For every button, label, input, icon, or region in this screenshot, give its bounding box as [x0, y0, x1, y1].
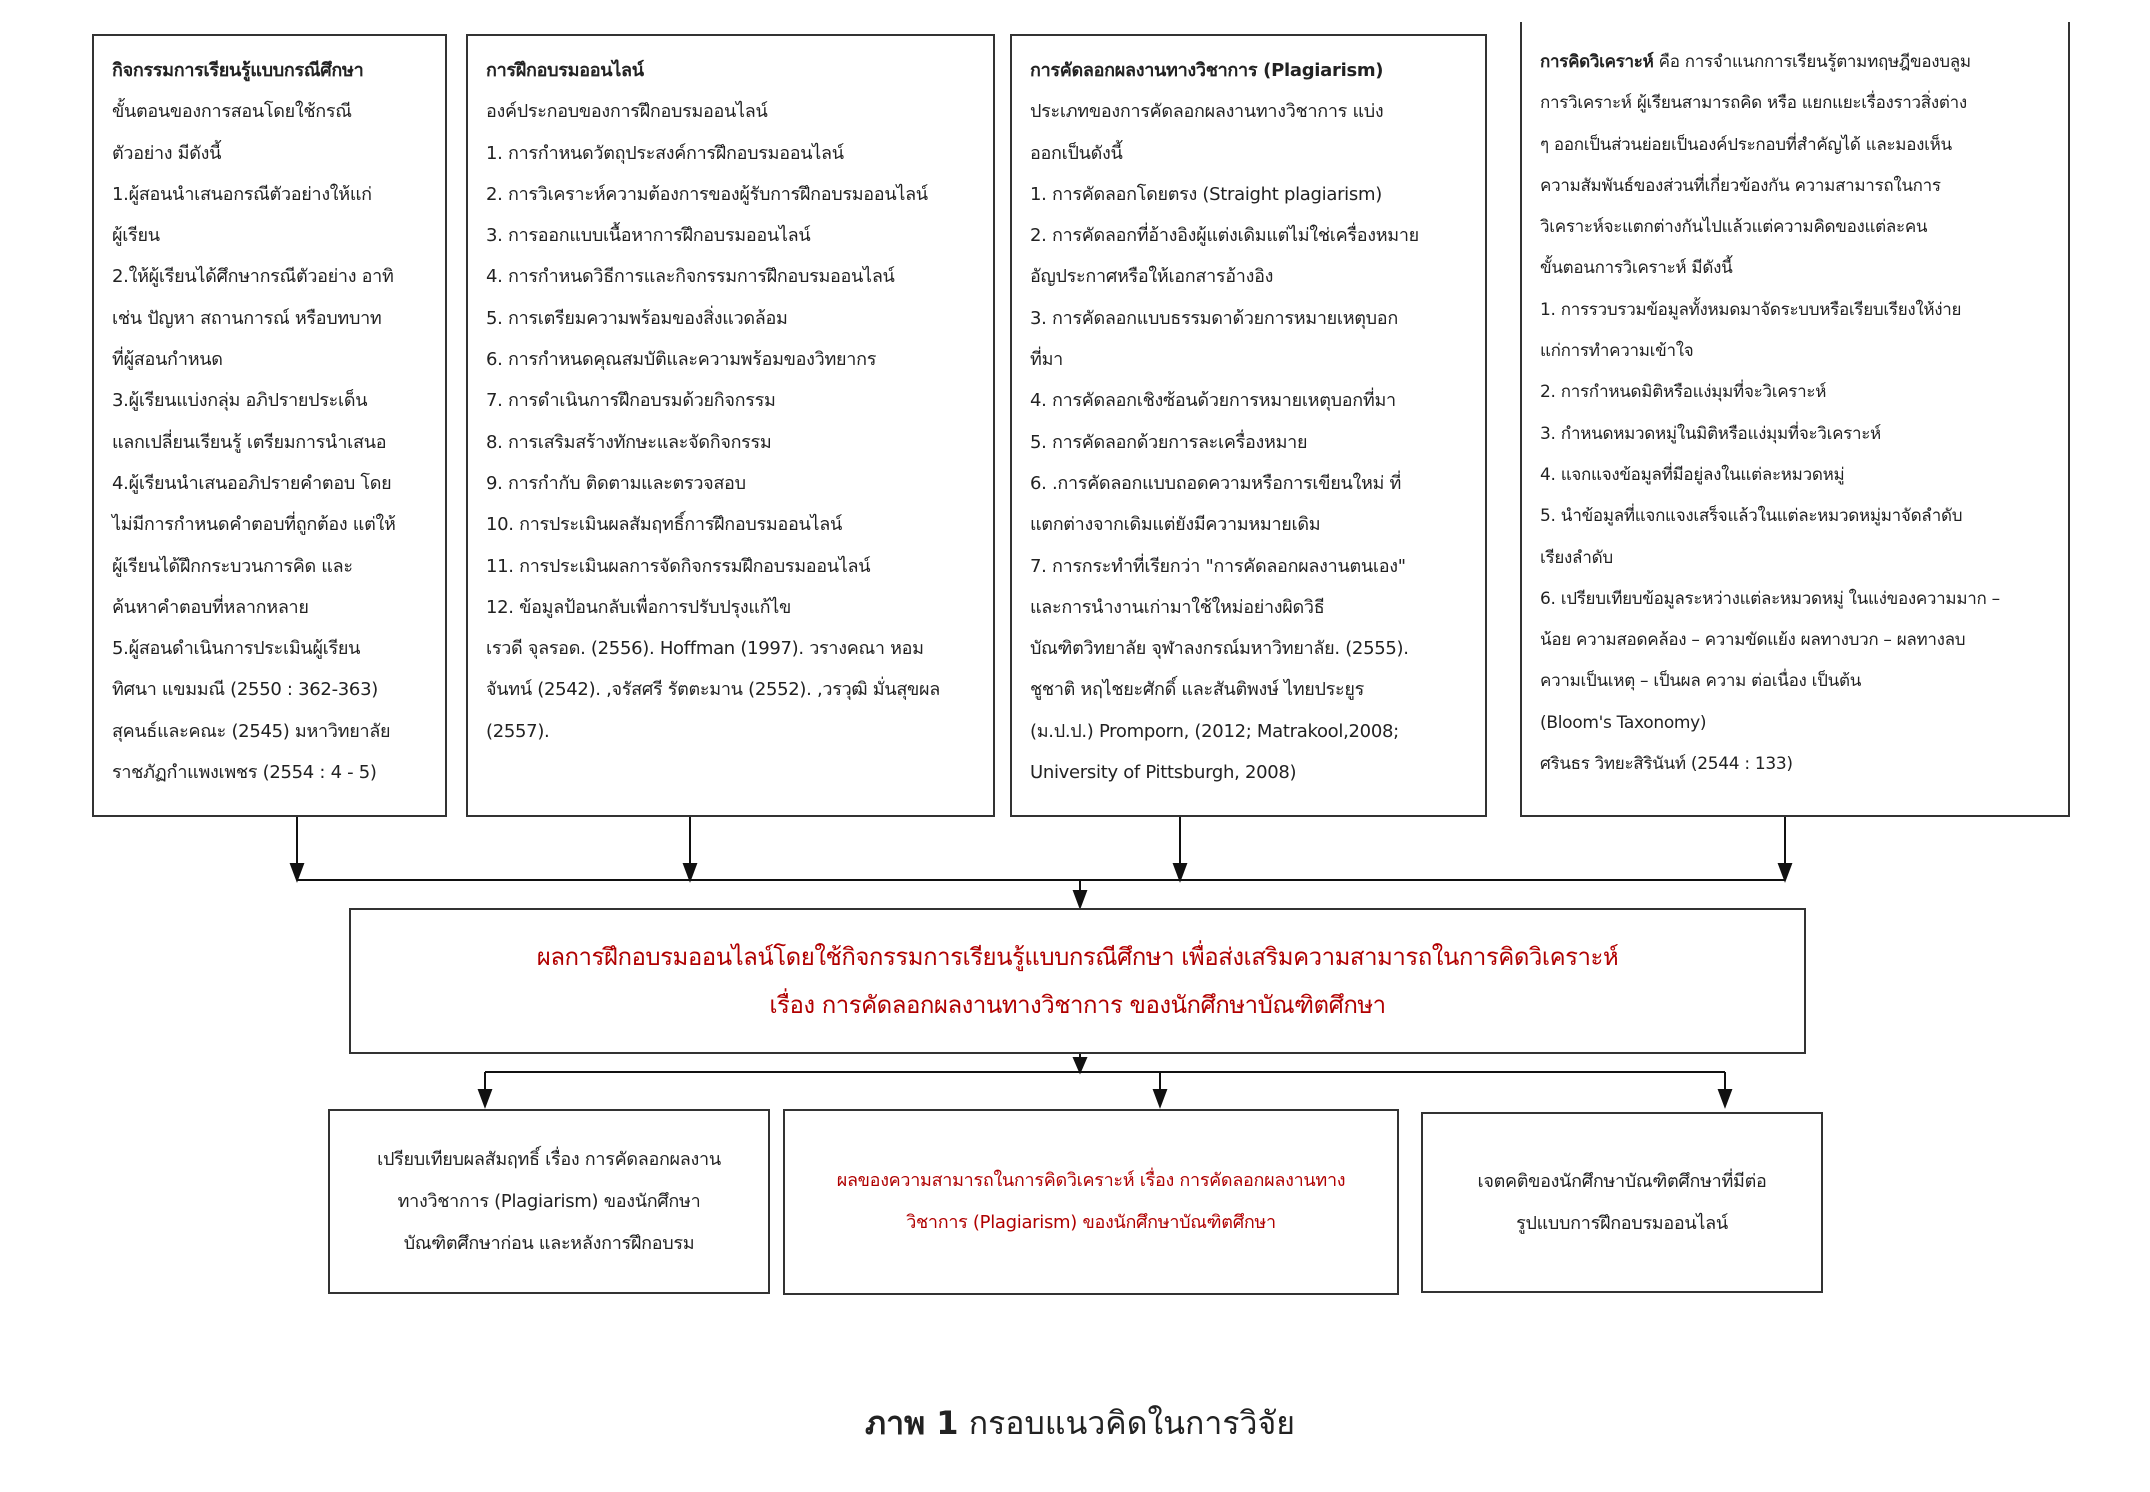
box-line: (ม.ป.ป.) Promporn, (2012; Matrakool,2008; [1030, 720, 1399, 742]
training-outcome-box [349, 908, 1806, 1054]
box-line: 6. การกำหนดคุณสมบัติและความพร้อมของวิทยากร [486, 349, 877, 371]
box-line: 1.ผู้สอนนำเสนอกรณีตัวอย่างให้แก่ [112, 183, 372, 205]
box-line: ราชภัฏกำแพงเพชร (2554 : 4 - 5) [112, 762, 377, 784]
box-line: 2. การวิเคราะห์ความต้องการของผู้รับการฝึกอบรมออนไลน์ [486, 183, 928, 205]
box-line: จันทน์ (2542). ,จรัสศรี รัตตะมาน (2552). ,วรวุฒิ มั่นสุขผล [486, 679, 941, 701]
figure-label: ภาพ 1 [865, 1404, 959, 1442]
box-line: 1. การคัดลอกโดยตรง (Straight plagiarism) [1030, 183, 1382, 205]
box-line: 3. กำหนดหมวดหมู่ในมิติหรือแง่มุมที่จะวิเคราะห์ [1540, 423, 1881, 444]
box-line: ประเภทของการคัดลอกผลงานทางวิชาการ แบ่ง [1030, 101, 1384, 123]
box-line: และการนำงานเก่ามาใช้ใหม่อย่างผิดวิธี [1030, 596, 1325, 618]
box-line: ขั้นตอนการวิเคราะห์ มีดังนี้ [1540, 258, 1733, 279]
box-line: ศรินธร วิทยะสิรินันท์ (2544 : 133) [1540, 754, 1793, 775]
box-line: 1. การรวบรวมข้อมูลทั้งหมดมาจัดระบบหรือเรียบเรียงให้ง่าย [1540, 299, 1962, 320]
attitude-box [1421, 1112, 1823, 1293]
box-line: 5. การคัดลอกด้วยการละเครื่องหมาย [1030, 431, 1308, 453]
box-line: ผู้เรียน [112, 225, 160, 247]
box-line: เช่น ปัญหา สถานการณ์ หรือบทบาท [112, 307, 382, 329]
box-line: 4. แจกแจงข้อมูลที่มีอยู่ลงในแต่ละหมวดหมู่ [1540, 464, 1845, 485]
box-line: (2557). [486, 720, 550, 742]
outcome-line: วิชาการ (Plagiarism) ของนักศึกษาบัณฑิตศึกษา [906, 1212, 1276, 1233]
box-line-text: คือ การจำแนกการเรียนรู้ตามทฤษฎีของบลูม [1653, 52, 1971, 72]
box-line: 4. การคัดลอกเชิงซ้อนด้วยการหมายเหตุบอกที่มา [1030, 390, 1396, 412]
box-line: 4.ผู้เรียนนำเสนออภิปรายคำตอบ โดย [112, 472, 392, 494]
box-title: การฝึกอบรมออนไลน์ [486, 60, 644, 81]
box-line: อัญประกาศหรือให้เอกสารอ้างอิง [1030, 266, 1274, 288]
box-line: วิเคราะห์จะแตกต่างกันไปแล้วแต่ความคิดของแต่ละคน [1540, 217, 1928, 238]
box-line: 2.ให้ผู้เรียนได้ศึกษากรณีตัวอย่าง อาทิ [112, 266, 394, 288]
box-title: การคัดลอกผลงานทางวิชาการ (Plagiarism) [1030, 60, 1384, 81]
box-line: ที่มา [1030, 349, 1063, 371]
box-line: 10. การประเมินผลสัมฤทธิ์การฝึกอบรมออนไลน์ [486, 514, 842, 536]
outcome-line: บัณฑิตศึกษาก่อน และหลังการฝึกอบรม [403, 1232, 695, 1254]
box-line: ๆ ออกเป็นส่วนย่อยเป็นองค์ประกอบที่สำคัญได้ และมองเห็น [1540, 134, 1952, 155]
box-line: 3. การคัดลอกแบบธรรมดาด้วยการหมายเหตุบอก [1030, 307, 1398, 329]
box-line: การวิเคราะห์ ผู้เรียนสามารถคิด หรือ แยกแยะเรื่องราวสิ่งต่าง [1540, 93, 1967, 114]
box-line: ชูชาติ หฤไชยะศักดิ์ และสันติพงษ์ ไทยประยูร [1030, 679, 1364, 701]
box-line: ไม่มีการกำหนดคำตอบที่ถูกต้อง แต่ให้ [112, 514, 396, 536]
box-line: ขั้นตอนของการสอนโดยใช้กรณี [112, 101, 352, 123]
box-line: 3.ผู้เรียนแบ่งกลุ่ม อภิปรายประเด็น [112, 390, 368, 412]
box-line: 7. การดำเนินการฝึกอบรมด้วยกิจกรรม [486, 390, 776, 412]
box-line: 8. การเสริมสร้างทักษะและจัดกิจกรรม [486, 431, 772, 453]
box-title: การคิดวิเคราะห์ [1540, 52, 1654, 72]
box-line: 7. การกระทำที่เรียกว่า "การคัดลอกผลงานตนเอง" [1030, 555, 1406, 577]
outcome-line: รูปแบบการฝึกอบรมออนไลน์ [1516, 1212, 1728, 1234]
arrowhead [1074, 1058, 1086, 1072]
arrowhead [291, 864, 303, 880]
arrowhead [1154, 1090, 1166, 1106]
box-line: ค้นหาคำตอบที่หลากหลาย [112, 596, 309, 618]
box-line: ตัวอย่าง มีดังนี้ [112, 142, 222, 164]
figure-title: กรอบแนวคิดในการวิจัย [958, 1404, 1295, 1442]
outcome-line: ทางวิชาการ (Plagiarism) ของนักศึกษา [397, 1190, 701, 1212]
figure-caption [0, 1398, 2150, 1449]
box-line: 4. การกำหนดวิธีการและกิจกรรมการฝึกอบรมออนไลน์ [486, 266, 895, 288]
box-line: เรียงลำดับ [1540, 547, 1613, 568]
box-line: ที่ผู้สอนกำหนด [112, 349, 223, 371]
box-line: ออกเป็นดังนี้ [1030, 142, 1123, 164]
center-line: ผลการฝึกอบรมออนไลน์โดยใช้กิจกรรมการเรียนรู้แบบกรณีศึกษา เพื่อส่งเสริมความสามารถในการคิดวิเคราะห์ [536, 943, 1619, 971]
box-line: 2. การคัดลอกที่อ้างอิงผู้แต่งเดิมแต่ไม่ใช่เครื่องหมาย [1030, 225, 1419, 247]
arrowhead [1074, 891, 1086, 907]
outcome-line: เปรียบเทียบผลสัมฤทธิ์ เรื่อง การคัดลอกผลงาน [377, 1148, 721, 1170]
box-line: แตกต่างจากเดิมแต่ยังมีความหมายเดิม [1030, 514, 1321, 536]
box-line: 12. ข้อมูลป้อนกลับเพื่อการปรับปรุงแก้ไข [486, 596, 792, 618]
box-line: 6. เปรียบเทียบข้อมูลระหว่างแต่ละหมวดหมู่ ในแง่ของความมาก – [1540, 588, 2000, 609]
box-line: องค์ประกอบของการฝึกอบรมออนไลน์ [486, 101, 768, 123]
box-line: ความเป็นเหตุ – เป็นผล ความ ต่อเนื่อง เป็นต้น [1540, 671, 1862, 692]
arrowhead [1779, 864, 1791, 880]
box-title: กิจกรรมการเรียนรู้แบบกรณีศึกษา [112, 60, 364, 81]
outcome-line: ผลของความสามารถในการคิดวิเคราะห์ เรื่อง การคัดลอกผลงานทาง [836, 1170, 1346, 1191]
box-line: น้อย ความสอดคล้อง – ความขัดแย้ง ผลทางบวก – ผลทางลบ [1540, 630, 1966, 651]
box-line: แลกเปลี่ยนเรียนรู้ เตรียมการนำเสนอ [112, 431, 387, 453]
box-line: 5. การเตรียมความพร้อมของสิ่งแวดล้อม [486, 307, 788, 329]
arrowhead [1719, 1090, 1731, 1106]
center-line: เรื่อง การคัดลอกผลงานทางวิชาการ ของนักศึกษาบัณฑิตศึกษา [769, 991, 1386, 1019]
box-line: 6. .การคัดลอกแบบถอดความหรือการเขียนใหม่ ที่ [1030, 472, 1402, 494]
arrowhead [1174, 864, 1186, 880]
box-line: ทิศนา แขมมณี (2550 : 362-363) [112, 679, 378, 701]
box-line: ความสัมพันธ์ของส่วนที่เกี่ยวข้องกัน ความสามารถในการ [1540, 175, 1941, 196]
box-line: 5. นำข้อมูลที่แจกแจงเสร็จแล้วในแต่ละหมวดหมู่มาจัดลำดับ [1540, 506, 1963, 527]
box-line: University of Pittsburgh, 2008) [1030, 762, 1297, 784]
box-line: แก่การทำความเข้าใจ [1540, 341, 1694, 362]
box-line: 9. การกำกับ ติดตามและตรวจสอบ [486, 472, 746, 494]
box-line: 11. การประเมินผลการจัดกิจกรรมฝึกอบรมออนไลน์ [486, 555, 871, 577]
box-line: 1. การกำหนดวัตถุประสงค์การฝึกอบรมออนไลน์ [486, 142, 844, 164]
box-line: 5.ผู้สอนดำเนินการประเมินผู้เรียน [112, 638, 361, 660]
box-line: สุคนธ์และคณะ (2545) มหาวิทยาลัย [112, 720, 391, 742]
box-line: บัณฑิตวิทยาลัย จุฬาลงกรณ์มหาวิทยาลัย. (2555). [1030, 638, 1409, 660]
box-line: (Bloom's Taxonomy) [1540, 712, 1707, 733]
box-line: ผู้เรียนได้ฝึกกระบวนการคิด และ [112, 555, 353, 577]
box-line: 2. การกำหนดมิติหรือแง่มุมที่จะวิเคราะห์ [1540, 382, 1827, 403]
box-line: 3. การออกแบบเนื้อหาการฝึกอบรมออนไลน์ [486, 225, 811, 247]
arrowhead [479, 1090, 491, 1106]
outcome-line: เจตคติของนักศึกษาบัณฑิตศึกษาที่มีต่อ [1477, 1170, 1767, 1192]
arrowhead [684, 864, 696, 880]
box-line: เรวดี จุลรอด. (2556). Hoffman (1997). วรางคณา หอม [486, 638, 924, 660]
achievement-comparison-box [328, 1109, 770, 1294]
analytical-ability-box [783, 1109, 1399, 1295]
